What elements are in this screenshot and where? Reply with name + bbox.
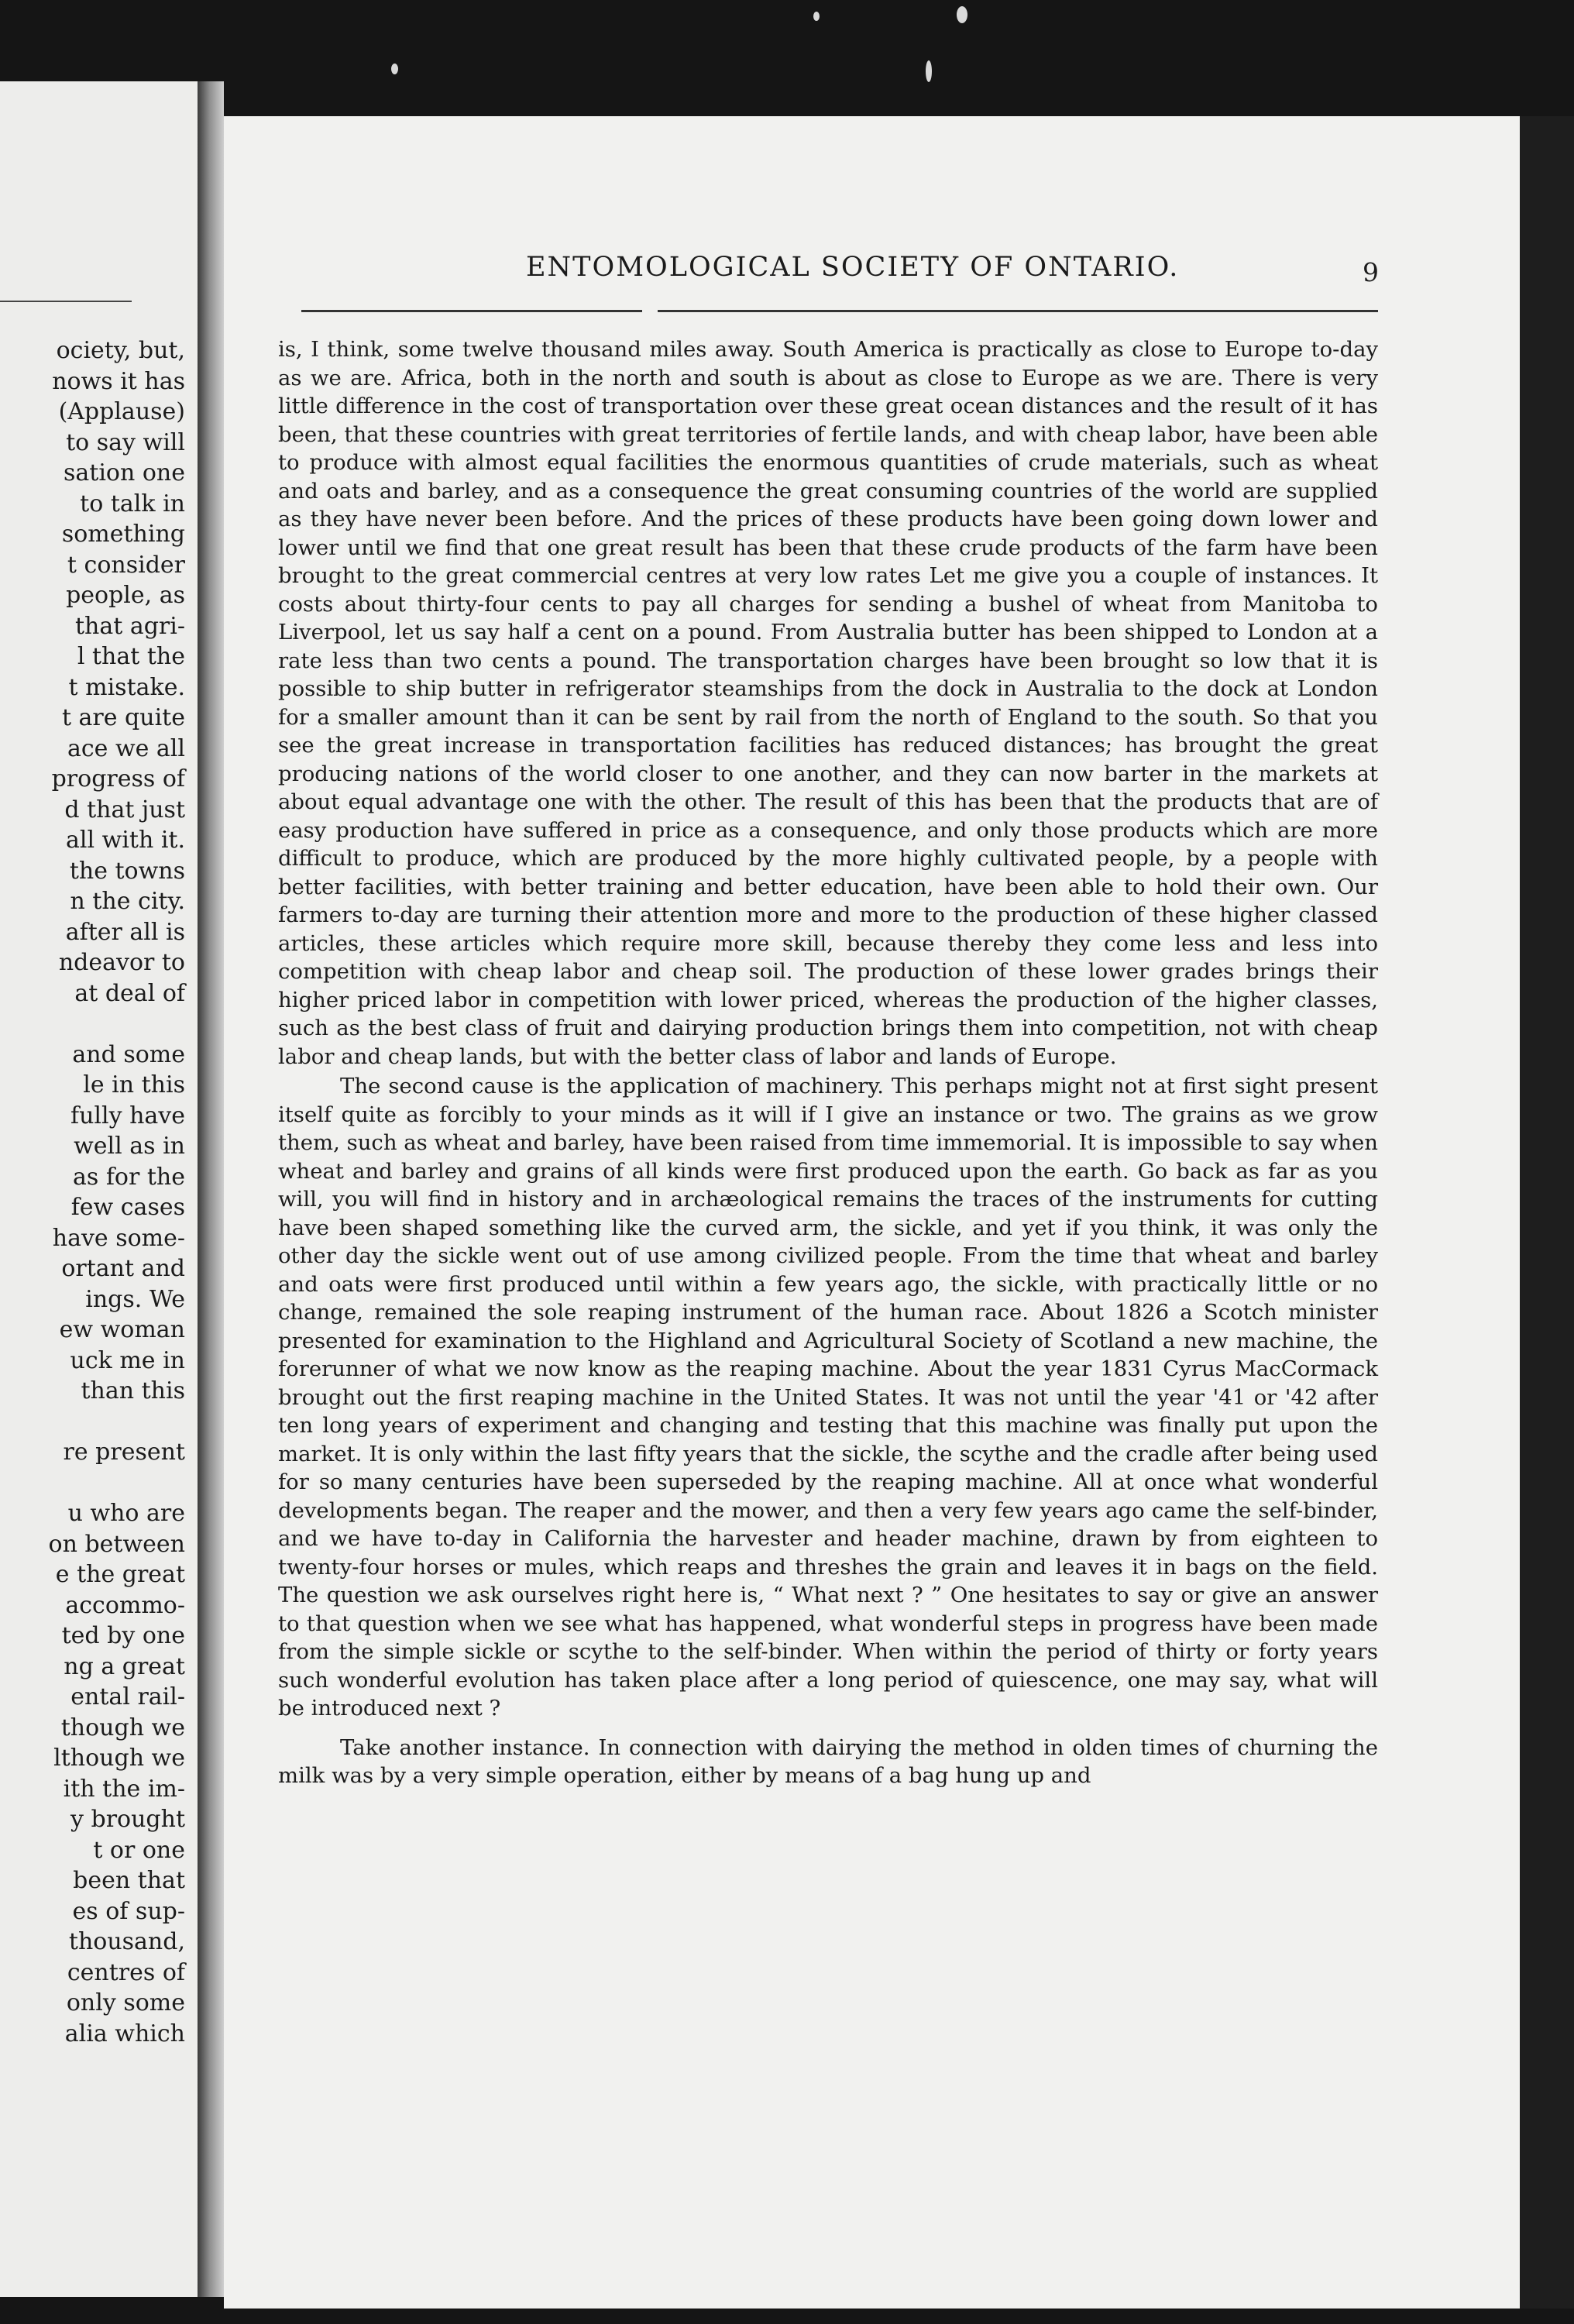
previous-page-line: e the great bbox=[55, 1561, 185, 1588]
running-head-title: ENTOMOLOGICAL SOCIETY OF ONTARIO. bbox=[526, 252, 1180, 283]
scan-speck bbox=[813, 12, 820, 21]
previous-page-line: le in this bbox=[83, 1071, 185, 1098]
previous-page-line: ith the im- bbox=[63, 1775, 185, 1803]
previous-page-line: to talk in bbox=[80, 490, 185, 517]
previous-page-line: l that the bbox=[77, 643, 185, 670]
previous-page-line: been that bbox=[73, 1867, 185, 1894]
header-rule-right bbox=[658, 310, 1378, 312]
previous-page-line: thousand, bbox=[68, 1928, 185, 1955]
previous-page-line: all with it. bbox=[66, 827, 185, 854]
previous-page-line: lthough we bbox=[53, 1745, 185, 1772]
previous-page-line: (Applause) bbox=[58, 398, 185, 425]
header-rule-left bbox=[301, 310, 642, 312]
previous-page-line: the towns bbox=[69, 857, 185, 885]
previous-page-line: ociety, but, bbox=[56, 337, 185, 364]
previous-page-line: uck me in bbox=[70, 1346, 185, 1374]
previous-page-line: ew woman bbox=[59, 1316, 185, 1343]
previous-page-line: t consider bbox=[67, 551, 185, 579]
previous-page-line: ndeavor to bbox=[58, 949, 185, 976]
previous-page-line: and some bbox=[72, 1040, 185, 1068]
previous-page-line: ental rail- bbox=[70, 1683, 185, 1710]
scan-speck bbox=[391, 64, 398, 74]
previous-page-line: centres of bbox=[67, 1958, 185, 1986]
page-number: 9 bbox=[1363, 257, 1379, 287]
previous-page-line: something bbox=[61, 521, 185, 548]
previous-page-line: ace we all bbox=[67, 734, 185, 762]
paragraph: Take another instance. In connection with dairying the method in olden times of churning the milk was by a very simple operation, either by means of a bag hung up and bbox=[278, 1734, 1378, 1788]
paragraph: The second cause is the application of machinery. This perhaps might not at first sight present itself quite as forcibly to your minds as it will if I give an instance or two. The grains as we grow them, such as wheat and barley, have been raised from time immemorial. It is impossible to say when wheat and barley and grains of all kinds were first produced upon the earth. Go back as far as you will, you will find in history and in archæological remains the traces of the instruments for cutting have been shaped something like the curved arm, the sickle, and yet if you think, it was only the other day the sickle went out of use among civilized people. From the time that wheat and barley and oats were first produced until within a few years ago, the sickle, with practically little or no change, remained the sole reaping instrument of the human race. About 1826 a Scotch minister presented for examination to the Highland and Agricultural Society of Scotland a new machine, the forerunner of what we now know as the reaping machine. About the year 1831 Cyrus MacCormack brought out the first reaping machine in the United States. It was not until the year '41 or '42 after ten long years of experiment and changing and testing that this machine was finally put upon the market. It is only within the last fifty years that the sickle, the scythe and the cradle after being used for so many centuries have been superseded by the reaping machine. All at once what wonderful developments began. The reaper and the mower, and then a very few years ago came the self-binder, and we have to-day in California the harvester and header machine, drawn by from eighteen to twenty-four horses or mules, which reaps and threshes the grain and leaves it in bags on the field. The question we ask ourselves right here is, “ What next ? ” One hesitates to say or give an answer to that question when we see what has happened, what wonderful steps in progress have been made from the simple sickle or scythe to the self-binder. When within the period of thirty or forty years such wonderful evolution has taken place after a long period of quiescence, one may say, what will be introduced next ? bbox=[278, 1074, 1378, 1721]
header-rule bbox=[301, 310, 1378, 318]
previous-page-line: t or one bbox=[93, 1836, 185, 1864]
previous-page-line: on between bbox=[48, 1530, 185, 1558]
previous-page-line: as for the bbox=[73, 1163, 185, 1191]
scan-speck bbox=[957, 6, 967, 23]
previous-page-line: nows it has bbox=[52, 367, 185, 395]
book-gutter bbox=[198, 81, 224, 2297]
previous-page-line: sation one bbox=[64, 459, 185, 486]
previous-page-header-rule bbox=[0, 301, 132, 302]
previous-page-line: only some bbox=[66, 1989, 185, 2016]
previous-page-line: at deal of bbox=[74, 979, 185, 1007]
previous-page-line: have some- bbox=[52, 1224, 185, 1252]
previous-page-line: n the city. bbox=[70, 888, 185, 915]
previous-page-line: few cases bbox=[70, 1194, 185, 1221]
previous-page-line: ng a great bbox=[64, 1652, 185, 1680]
previous-page-line: progress of bbox=[51, 765, 185, 792]
book-page bbox=[224, 116, 1520, 2309]
body-text bbox=[278, 335, 1378, 1790]
previous-page-line: re present bbox=[63, 1439, 185, 1466]
previous-page-line: y brought bbox=[70, 1806, 185, 1833]
previous-page-line: than this bbox=[81, 1377, 185, 1404]
previous-page-line: fully have bbox=[70, 1102, 185, 1129]
previous-page-fragment bbox=[0, 81, 198, 2297]
previous-page-line: u who are bbox=[67, 1500, 185, 1527]
previous-page-line: well as in bbox=[74, 1133, 185, 1160]
previous-page-line: people, as bbox=[66, 582, 185, 609]
previous-page-line: t are quite bbox=[61, 704, 185, 731]
previous-page-line: alia which bbox=[64, 2020, 185, 2047]
previous-page-line: t mistake. bbox=[68, 673, 185, 701]
previous-page-line: accommo- bbox=[65, 1591, 185, 1619]
previous-page-line: ortant and bbox=[61, 1255, 185, 1282]
previous-page-line: d that just bbox=[64, 796, 185, 823]
previous-page-line: though we bbox=[60, 1714, 185, 1741]
previous-page-line: to say will bbox=[66, 428, 185, 456]
scan-speck bbox=[926, 60, 932, 82]
paragraph: is, I think, some twelve thousand miles away. South America is practically as close to Europe to-day as we are. Africa, both in the north and south is about as close to Europe as we are. There is very little difference in the cost of transportation over these great ocean distances and the result of it has been, that these countries with great territories of fertile lands, and with cheap labor, have been able to produce with almost equal facilities the enormous quantities of crude materials, such as wheat and oats and barley, and as a consequence the great consuming countries of the world are supplied as they have never been before. And the prices of these products have been going down lower and lower until we find that one great result has been that these crude products of the farm have been brought to the great commercial centres at very low rates Let me give you a couple of instances. It costs about thirty-four cents to pay all charges for sending a bushel of wheat from Manitoba to Liverpool, let us say half a cent on a pound. From Australia butter has been shipped to London at a rate less than two cents a pound. The transportation charges have been brought so low that it is possible to ship butter in refrigerator steamships from the dock in Australia to the dock at London for a smaller amount than it can be sent by rail from the north of England to the south. So that you see the great increase in transportation facilities has reduced distances; has brought the great producing nations of the world closer to one another, and they can now barter in the markets at about equal advantage one with the other. The result of this has been that the products that are of easy production have suffered in price as a consequence, and only those products which are more difficult to produce, which are produced by the more highly cultivated people, by a people with better facilities, with better training and better education, have been able to hold their own. Our farmers to-day are turning their attention more and more to the production of these higher classed articles, these articles which require more skill, because thereby they come less and less into competition with cheap labor and cheap soil. The production of these lower grades brings their higher priced labor in competition with lower priced, whereas the production of the higher classes, such as the best class of fruit and dairying production brings them into competition, not with cheap labor and cheap lands, but with the better class of labor and lands of Europe. bbox=[278, 337, 1378, 1069]
previous-page-line: ted by one bbox=[61, 1622, 185, 1649]
previous-page-line: es of sup- bbox=[72, 1897, 185, 1925]
scan-border bbox=[1520, 116, 1574, 2309]
previous-page-line: that agri- bbox=[74, 612, 185, 640]
previous-page-line: after all is bbox=[65, 918, 185, 946]
previous-page-line: ings. We bbox=[85, 1285, 185, 1313]
